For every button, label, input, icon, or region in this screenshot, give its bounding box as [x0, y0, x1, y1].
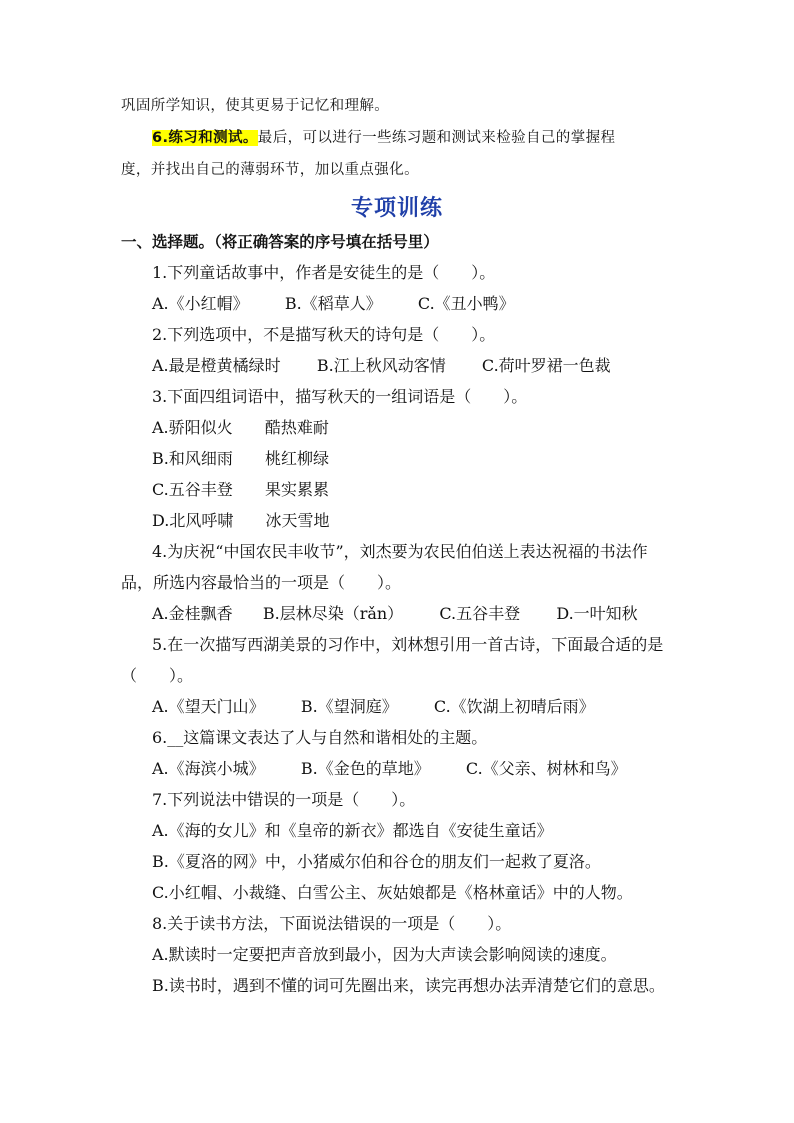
q2-option-c: C.荷叶罗裙一色裁	[481, 356, 611, 375]
question-6-options	[152, 759, 627, 779]
q4-option-c: C.五谷丰登	[439, 604, 521, 623]
q5-option-a: A.《望天门山》	[152, 697, 265, 716]
intro-text-1: 巩固所学知识，使其更易于记忆和理解。	[121, 98, 390, 114]
q3-option-c	[152, 480, 329, 500]
page-title: 专项训练	[350, 196, 443, 221]
q3-option-a-word1: A.骄阳似火	[152, 418, 233, 437]
q7-option-b: B.《夏洛的网》中，小猪威尔伯和谷仓的朋友们一起救了夏洛。	[152, 852, 601, 871]
question-2-stem: 2.下列选项中，不是描写秋天的诗句是（ ）。	[152, 325, 496, 344]
question-1-options	[152, 294, 515, 314]
question-5-options	[152, 697, 595, 717]
question-2-options	[152, 356, 611, 376]
q2-option-b: B.江上秋风动客情	[316, 356, 446, 375]
q3-option-a-word2: 酷热难耐	[264, 418, 329, 437]
question-8-stem: 8.关于读书方法，下面说法错误的一项是（ ）。	[152, 914, 512, 933]
q4-option-b: B.层林尽染（rǎn）	[262, 604, 404, 623]
highlighted-heading: 6.练习和测试。	[152, 130, 258, 146]
q2-option-a: A.最是橙黄橘绿时	[152, 356, 281, 375]
question-5-stem-line-1: 5.在一次描写西湖美景的习作中，刘林想引用一首古诗，下面最合适的是	[152, 635, 664, 654]
q4-option-d: D.一叶知秋	[556, 604, 638, 623]
q3-option-c-word1: C.五谷丰登	[152, 480, 233, 499]
q3-option-a	[152, 418, 329, 438]
q6-option-c: C.《父亲、树林和鸟》	[465, 759, 627, 778]
q6-option-a: A.《海滨小城》	[152, 759, 265, 778]
question-6-stem: 6.__这篇课文表达了人与自然和谐相处的主题。	[152, 728, 488, 747]
intro-line-3	[121, 160, 419, 180]
intro-line-2	[152, 128, 615, 148]
q8-option-a: A.默读时一定要把声音放到最小，因为大声读会影响阅读的速度。	[152, 945, 617, 964]
question-4-stem-line-1: 4.为庆祝“中国农民丰收节”，刘杰要为农民伯伯送上表达祝福的书法作	[152, 542, 648, 561]
q4-option-a: A.金桂飘香	[152, 604, 233, 623]
question-4-stem-line-2: 品，所选内容最恰当的一项是（ ）。	[121, 573, 402, 592]
section-heading: 一、选择题。（将正确答案的序号填在括号里）	[121, 233, 439, 251]
q3-option-d-word2: 冰天雪地	[265, 511, 330, 530]
q7-option-a: A.《海的女儿》和《皇帝的新衣》都选自《安徒生童话》	[152, 821, 553, 840]
q6-option-b: B.《金色的草地》	[300, 759, 430, 778]
q1-option-b: B.《稻草人》	[284, 294, 382, 313]
q3-option-d-word1: D.北风呼啸	[152, 511, 234, 530]
intro-text-2: 最后，可以进行一些练习题和测试来检验自己的掌握程	[257, 130, 616, 146]
question-1-stem: 1.下列童话故事中，作者是安徒生的是（ ）。	[152, 263, 496, 282]
q1-option-a: A.《小红帽》	[152, 294, 249, 313]
q5-option-c: C.《饮湖上初晴后雨》	[433, 697, 595, 716]
q3-option-b	[152, 449, 329, 469]
question-7-stem: 7.下列说法中错误的一项是（ ）。	[152, 790, 416, 809]
intro-text-3: 度，并找出自己的薄弱环节，加以重点强化。	[121, 162, 419, 178]
q3-option-d	[152, 511, 330, 531]
q3-option-b-word1: B.和风细雨	[152, 449, 233, 468]
question-4-options	[152, 604, 638, 624]
q3-option-c-word2: 果实累累	[264, 480, 329, 499]
q7-option-c: C.小红帽、小裁缝、白雪公主、灰姑娘都是《格林童话》中的人物。	[152, 883, 633, 902]
intro-line-1	[121, 96, 389, 116]
question-5-stem-line-2: （ ）。	[121, 666, 194, 685]
q1-option-c: C.《丑小鸭》	[417, 294, 515, 313]
q3-option-b-word2: 桃红柳绿	[265, 449, 330, 468]
question-3-stem: 3.下面四组词语中，描写秋天的一组词语是（ ）。	[152, 387, 528, 406]
q5-option-b: B.《望洞庭》	[300, 697, 398, 716]
q8-option-b: B.读书时，遇到不懂的词可先圈出来，读完再想办法弄清楚它们的意思。	[152, 976, 665, 995]
